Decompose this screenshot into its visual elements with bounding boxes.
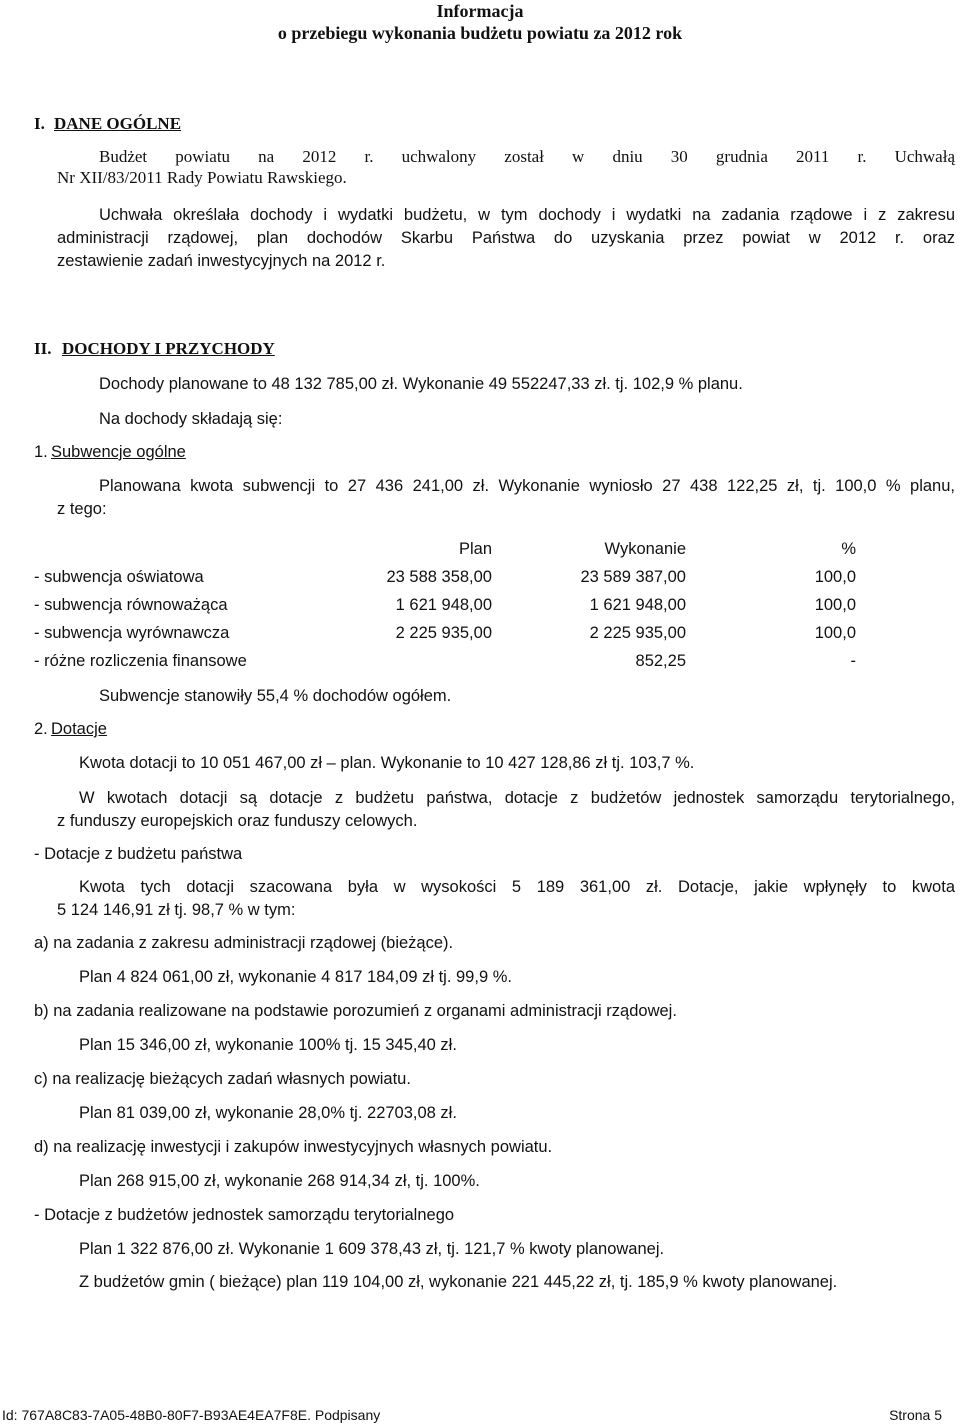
footer-document-id: Id: 767A8C83-7A05-48B0-80F7-B93AE4EA7F8E. Podpisany [2,1407,381,1423]
table-row-label: - subwencja równoważąca [34,596,228,614]
subsection-number: 2. [34,720,48,738]
text-line: Plan 1 322 876,00 zł. Wykonanie 1 609 378,43 zł, tj. 121,7 % kwoty planowanej. [79,1240,665,1258]
table-header-pct: % [841,540,856,558]
table-cell-exec: 852,25 [635,652,686,670]
text-line: a) na zadania z zakresu administracji rządowej (bieżące). [34,934,454,952]
text-line: Plan 4 824 061,00 zł, wykonanie 4 817 184,09 zł tj. 99,9 %. [79,968,512,986]
text-line: Plan 81 039,00 zł, wykonanie 28,0% tj. 22703,08 zł. [79,1104,457,1122]
table-cell-exec: 23 589 387,00 [580,568,686,586]
text-line: W kwotach dotacji są dotacje z budżetu państwa, dotacje z budżetów jednostek samorządu terytorialnego, [79,789,955,807]
paragraph-line: Budżet powiatu na 2012 r. uchwalony został w dniu 30 grudnia 2011 r. Uchwałą [99,147,955,166]
document-subtitle: o przebiegu wykonania budżetu powiatu za 2012 rok [277,23,683,43]
subsection-heading: Subwencje ogólne [51,443,186,461]
table-cell-exec: 2 225 935,00 [589,624,686,642]
text-line: b) na zadania realizowane na podstawie porozumień z organami administracji rządowej. [34,1002,677,1020]
text-line: Kwota dotacji to 10 051 467,00 zł – plan. Wykonanie to 10 427 128,86 zł tj. 103,7 %. [79,754,695,772]
text-line: - Dotacje z budżetów jednostek samorządu terytorialnego [34,1206,455,1224]
paragraph-line: zestawienie zadań inwestycyjnych na 2012 r. [57,252,386,270]
text-line: Planowana kwota subwencji to 27 436 241,00 zł. Wykonanie wyniosło 27 438 122,25 zł, tj. 100,0 % planu, [99,477,955,495]
text-line: c) na realizację bieżących zadań własnych powiatu. [34,1070,411,1088]
section-heading: DANE OGÓLNE [54,114,182,133]
table-cell-plan: 23 588 358,00 [386,568,492,586]
section-number: II. [34,339,52,358]
table-cell-pct: 100,0 [814,624,856,642]
text-line: Subwencje stanowiły 55,4 % dochodów ogółem. [99,687,452,705]
document-title: Informacja [436,1,524,21]
table-cell-plan: 2 225 935,00 [395,624,492,642]
table-cell-plan: 1 621 948,00 [395,596,492,614]
section-number: I. [34,114,45,133]
section-heading: DOCHODY I PRZYCHODY [62,339,275,358]
table-header-exec: Wykonanie [604,540,686,558]
text-line: - Dotacje z budżetu państwa [34,845,243,863]
text-line: Z budżetów gmin ( bieżące) plan 119 104,00 zł, wykonanie 221 445,22 zł, tj. 185,9 % kwoty planowanej. [79,1273,838,1291]
text-line: Kwota tych dotacji szacowana była w wysokości 5 189 361,00 zł. Dotacje, jakie wpłynęły to kwota [79,878,955,896]
table-cell-pct: 100,0 [814,568,856,586]
text-line: Plan 268 915,00 zł, wykonanie 268 914,34 zł, tj. 100%. [79,1172,480,1190]
subsection-heading: Dotacje [51,720,107,738]
table-cell-pct: 100,0 [814,596,856,614]
table-row-label: - subwencja wyrównawcza [34,624,230,642]
table-row-label: - subwencja oświatowa [34,568,204,586]
paragraph-line: administracji rządowej, plan dochodów Skarbu Państwa do uzyskania przez powiat w 2012 r. oraz [57,229,955,247]
table-cell-exec: 1 621 948,00 [589,596,686,614]
text-line: Plan 15 346,00 zł, wykonanie 100% tj. 15 345,40 zł. [79,1036,457,1054]
table-cell-pct: - [850,652,856,670]
text-line: z funduszy europejskich oraz funduszy celowych. [57,812,418,830]
paragraph-line: Nr XII/83/2011 Rady Powiatu Rawskiego. [57,168,347,187]
table-row-label: - różne rozliczenia finansowe [34,652,247,670]
footer-page-number: Strona 5 [889,1407,942,1423]
paragraph-line: Uchwała określała dochody i wydatki budżetu, w tym dochody i wydatki na zadania rządowe i z zakresu [99,206,955,224]
income-summary: Dochody planowane to 48 132 785,00 zł. Wykonanie 49 552247,33 zł. tj. 102,9 % planu. [99,375,743,393]
text-line: Na dochody składają się: [99,410,283,428]
text-line: d) na realizację inwestycji i zakupów inwestycyjnych własnych powiatu. [34,1138,553,1156]
table-header-plan: Plan [458,540,492,558]
text-line: z tego: [57,500,107,518]
subsection-number: 1. [34,443,48,461]
text-line: 5 124 146,91 zł tj. 98,7 % w tym: [57,901,296,919]
